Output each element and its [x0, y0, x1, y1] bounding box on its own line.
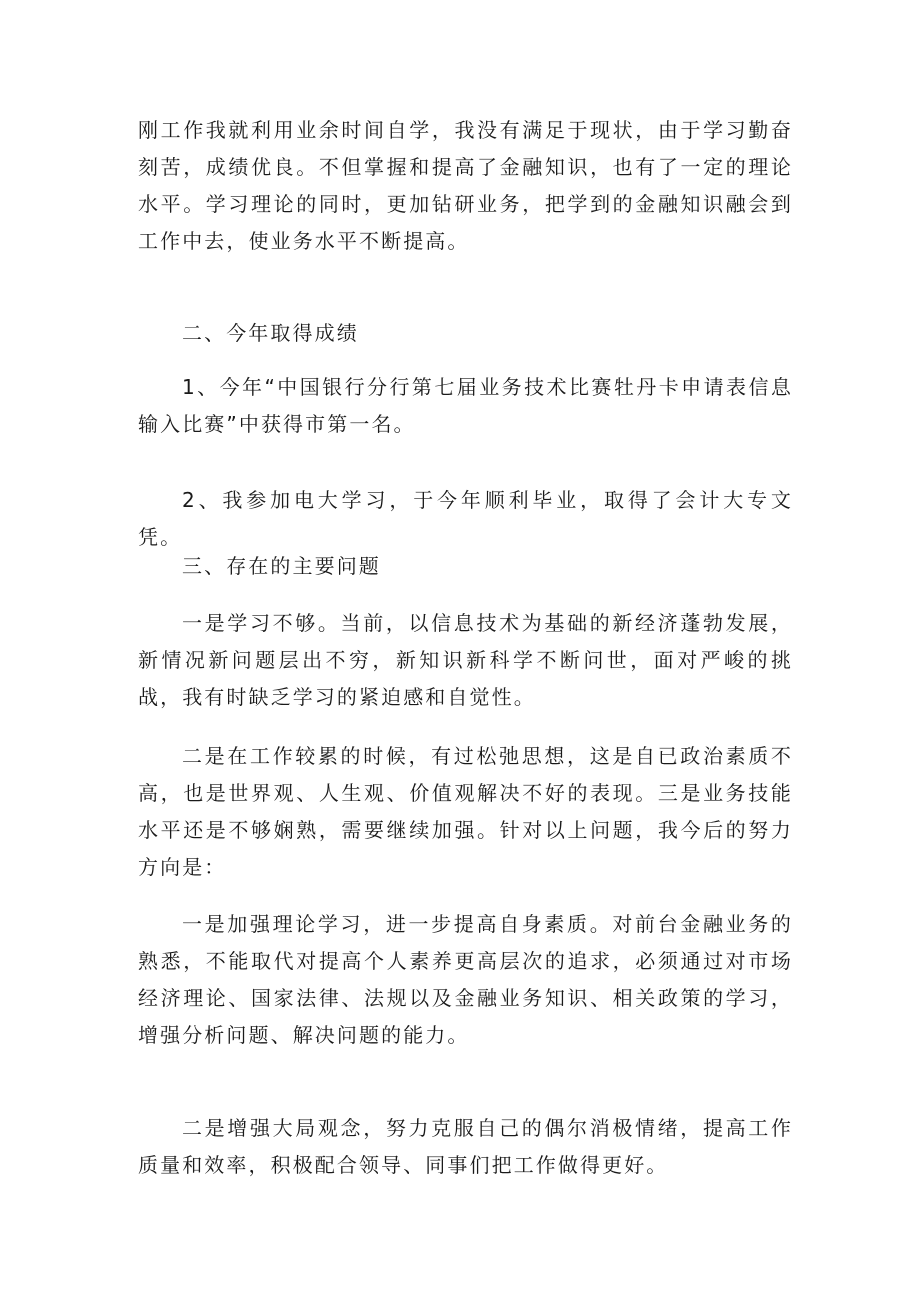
heading-achievements: 二、今年取得成绩 — [182, 321, 359, 345]
paragraph-competition: 1、今年“中国银行分行第七届业务技术比赛牡丹卡申请表信息输入比赛”中获得市第一名。 — [138, 375, 793, 436]
heading-problems: 三、存在的主要问题 — [182, 554, 381, 578]
paragraph-theory-learning: 一是加强理论学习，进一步提高自身素质。对前台金融业务的熟悉，不能取代对提高个人素养更高层次的追求，必须通过对市场经济理论、国家法律、法规以及金融业务知识、相关政策的学习，增强分析问题、解决问题的能力。 — [138, 912, 793, 1047]
paragraph-work-attitude: 二是在工作较累的时候，有过松弛思想，这是自已政治素质不高，也是世界观、人生观、价值观解决不好的表现。三是业务技能水平还是不够娴熟，需要继续加强。针对以上问题，我今后的努力方向是： — [138, 744, 793, 879]
paragraph-overall-view: 二是增强大局观念，努力克服自己的偶尔消极情绪，提高工作质量和效率，积极配合领导、同事们把工作做得更好。 — [138, 1116, 793, 1177]
paragraph-self-study: 刚工作我就利用业余时间自学，我没有满足于现状，由于学习勤奋刻苦，成绩优良。不但掌握和提高了金融知识，也有了一定的理论水平。学习理论的同时，更加钻研业务，把学到的金融知识融会到工作中去，使业务水平不断提高。 — [138, 118, 793, 253]
paragraph-diploma: 2、我参加电大学习，于今年顺利毕业，取得了会计大专文凭。 — [138, 488, 793, 549]
paragraph-insufficient-study: 一是学习不够。当前，以信息技术为基础的新经济蓬勃发展，新情况新问题层出不穷，新知识新科学不断问世，面对严峻的挑战，我有时缺乏学习的紧迫感和自觉性。 — [138, 611, 793, 709]
